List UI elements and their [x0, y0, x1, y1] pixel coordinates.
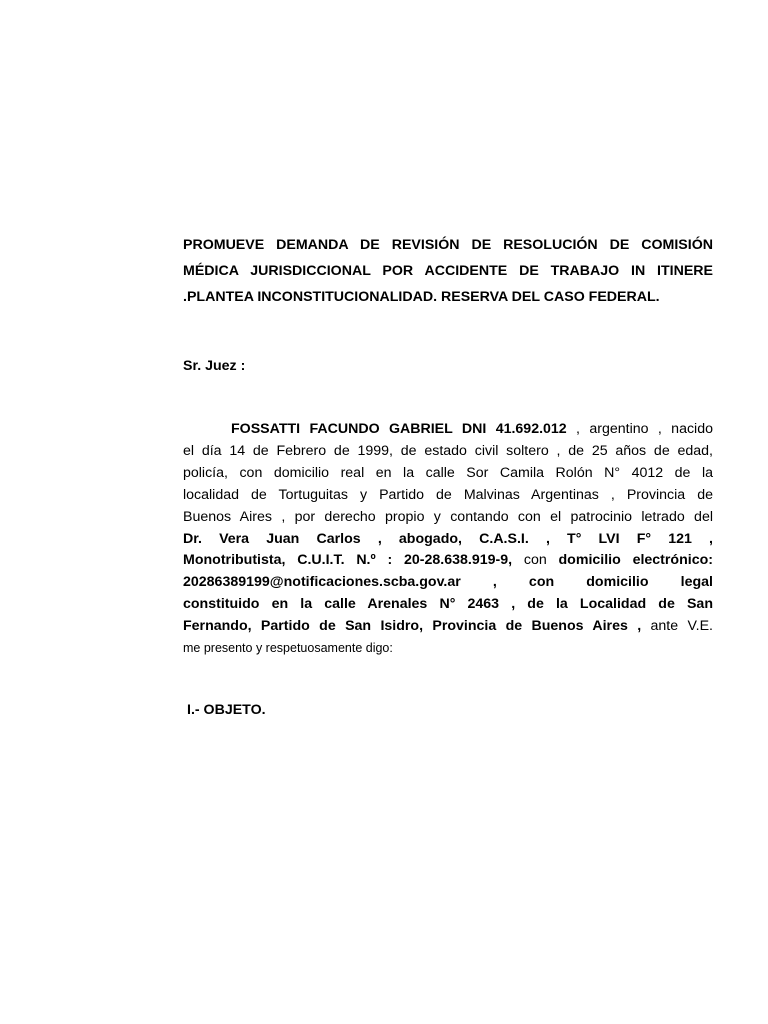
- body-line-6: Dr. Vera Juan Carlos , abogado, C.A.S.I. , T° LVI F° 121 ,: [183, 530, 713, 547]
- body-line-5: Buenos Aires , por derecho propio y contando con el patrocinio letrado del: [183, 508, 713, 525]
- body-line-8: 20286389199@notificaciones.scba.gov.ar , con domicilio legal: [183, 574, 713, 591]
- body-line-11: me presento y respetuosamente digo:: [183, 641, 393, 656]
- body-line-1: [183, 419, 713, 441]
- section-heading: I.- OBJETO.: [187, 702, 266, 718]
- body-line-10: [183, 616, 713, 638]
- title-line-3: .PLANTEA INCONSTITUCIONALIDAD. RESERVA DEL CASO FEDERAL.: [183, 289, 660, 305]
- title-line-2: MÉDICA JURISDICCIONAL POR ACCIDENTE DE TRABAJO IN ITINERE: [183, 263, 713, 279]
- body-line-3: policía, con domicilio real en la calle Sor Camila Rolón N° 4012 de la: [183, 464, 713, 481]
- electronic-domicile-label: domicilio electrónico:: [558, 552, 713, 569]
- legal-domicile-text: Fernando, Partido de San Isidro, Provincia de Buenos Aires ,: [183, 618, 642, 635]
- body-line-9: constituido en la calle Arenales N° 2463 , de la Localidad de San: [183, 596, 713, 613]
- body-line-4: localidad de Tortuguitas y Partido de Malvinas Argentinas , Provincia de: [183, 486, 713, 503]
- plaintiff-name: FOSSATTI FACUNDO GABRIEL DNI 41.692.012: [231, 421, 567, 437]
- salutation: Sr. Juez :: [183, 358, 246, 374]
- body-line-10-text: ante V.E.: [641, 618, 713, 635]
- body-line-1-text: , argentino , nacido: [566, 421, 713, 437]
- document-title: [183, 232, 713, 310]
- body-line-7-text: con: [512, 552, 559, 569]
- title-line-1: PROMUEVE DEMANDA DE REVISIÓN DE RESOLUCIÓN DE COMISIÓN: [183, 237, 713, 253]
- body-paragraph: [183, 419, 713, 660]
- body-line-2: el día 14 de Febrero de 1999, de estado civil soltero , de 25 años de edad,: [183, 442, 713, 459]
- body-line-7: [183, 550, 713, 572]
- cuit-text: Monotributista, C.U.I.T. N.º : 20-28.638.919-9,: [183, 552, 513, 569]
